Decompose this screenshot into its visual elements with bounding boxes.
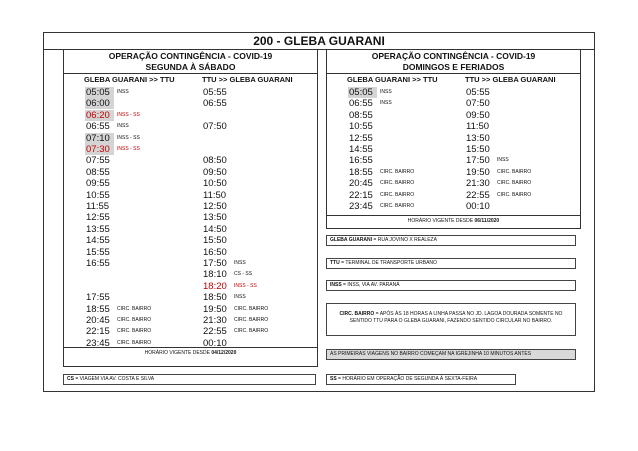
weekday-col2-time: 05:55	[203, 87, 227, 99]
route-title: 200 - GLEBA GUARANI	[253, 34, 385, 48]
weekday-col2-note: CIRC. BAIRRO	[234, 317, 269, 323]
weekday-col2-time: 18:10	[203, 269, 227, 281]
note-cs	[63, 374, 316, 385]
holiday-col1-time: 05:05	[348, 87, 377, 98]
weekday-col1-row	[85, 304, 151, 315]
holiday-col2-header: TTU >> GLEBA GUARANI	[465, 75, 556, 84]
note-cs-text: = VIAGEM VIA AV. COSTA E SILVA	[73, 376, 155, 382]
weekday-col2-time: 13:50	[203, 212, 227, 224]
holiday-col2-time: 00:10	[466, 201, 490, 213]
weekday-heading: OPERAÇÃO CONTINGÊNCIA - COVID-19	[108, 51, 273, 61]
weekday-col1-time: 07:10	[85, 133, 114, 144]
holiday-col1-row	[348, 178, 414, 189]
weekday-col2-time: 14:50	[203, 223, 227, 235]
weekday-col1-row	[85, 178, 117, 189]
holiday-col2-time: 19:50	[466, 166, 490, 178]
weekday-col1-note: INSS - SS	[117, 146, 140, 152]
weekday-col1-time: 09:55	[86, 178, 110, 190]
weekday-col1-note: CIRC. BAIRRO	[117, 317, 152, 323]
weekday-col1-row	[85, 121, 129, 132]
weekday-col1-time: 17:55	[86, 292, 110, 304]
holiday-col2-row	[465, 144, 497, 155]
weekday-col2-row	[202, 133, 234, 144]
holiday-col1-note: CIRC. BAIRRO	[380, 203, 415, 209]
note-ttu-text: = TERMINAL DE TRANSPORTE URBANO	[339, 260, 437, 266]
holiday-col1-row	[348, 121, 380, 132]
note-gleba	[326, 235, 576, 246]
holiday-col2-time: 09:50	[466, 109, 490, 121]
note-circ-bairro	[326, 303, 576, 336]
weekday-col2-header: TTU >> GLEBA GUARANI	[202, 75, 293, 84]
weekday-col1-time: 11:55	[86, 201, 110, 213]
note-inss-text: = INSS, VIA AV. PARANÁ	[341, 282, 400, 288]
weekday-col1-row	[85, 247, 117, 258]
weekday-col1-note: CIRC. BAIRRO	[117, 328, 152, 335]
weekday-col1-row	[85, 269, 117, 280]
weekday-col1-note: INSS - SS	[117, 111, 140, 118]
holiday-col2-row	[465, 167, 531, 178]
weekday-col2-row	[202, 110, 234, 121]
weekday-col2-time: 11:50	[203, 189, 227, 201]
weekday-col1-time: 22:15	[86, 326, 110, 338]
weekday-col1-row	[85, 87, 129, 98]
holiday-heading: OPERAÇÃO CONTINGÊNCIA - COVID-19	[371, 51, 536, 61]
weekday-col1-note: INSS	[117, 123, 129, 130]
weekday-col1-time: 06:55	[86, 121, 110, 133]
weekday-col2-row	[202, 155, 234, 166]
note-circ-text: = APÓS ÀS 18 HORAS A LINHA PASSA NO JD. LAGOA DOURADA SOMENTE NO SENTIDO TTU PARA O GLEBA GUARANI, FAZENDO SENTIDO CIRCULAR NO BAIRRO.	[349, 311, 563, 324]
weekday-col2-note: INSS	[234, 260, 246, 266]
weekday-col2-note: CIRC. BAIRRO	[234, 328, 269, 335]
weekday-col2-row	[202, 304, 268, 315]
holiday-footer	[327, 218, 580, 224]
holiday-col1-time: 23:45	[349, 201, 373, 213]
weekday-col1-row	[85, 212, 117, 223]
weekday-col2-time: 12:50	[203, 201, 227, 213]
note-ss-text: = HORÁRIO EM OPERAÇÃO DE SEGUNDA À SEXTA-FEIRA	[336, 376, 478, 382]
holiday-col1-note: INSS	[380, 100, 392, 107]
holiday-col2-row	[465, 98, 497, 109]
holiday-col2-time: 21:30	[466, 178, 490, 190]
note-circ-label: CIRC. BAIRRO	[339, 311, 375, 317]
note-inss	[326, 280, 576, 291]
weekday-col1-time: 18:55	[86, 303, 110, 315]
note-cs-label: CS	[67, 376, 74, 382]
holiday-col2-time: 17:50	[466, 155, 490, 167]
weekday-col1-header: GLEBA GUARANI >> TTU	[84, 75, 175, 84]
weekday-col2-time: 18:20	[203, 280, 227, 292]
holiday-col1-row	[348, 155, 380, 166]
holiday-col1-row	[348, 190, 414, 201]
note-ttu-label: TTU	[330, 260, 340, 266]
weekday-col2-row	[202, 212, 234, 223]
weekday-col1-time: 05:05	[85, 87, 114, 98]
weekday-col2-time: 07:50	[203, 121, 227, 133]
holiday-col1-time: 14:55	[349, 144, 373, 156]
weekday-col2-row	[202, 178, 234, 189]
weekday-col1-time: 12:55	[86, 212, 110, 224]
note-inss-label: INSS	[330, 282, 342, 288]
weekday-col1-row	[85, 201, 117, 212]
holiday-col2-note: CIRC. BAIRRO	[497, 168, 532, 175]
holiday-col1-note: INSS	[380, 89, 392, 95]
weekday-col1-time: 13:55	[86, 223, 110, 235]
weekday-col1-time: 07:30	[85, 144, 114, 155]
weekday-col2-time: 15:50	[203, 235, 227, 247]
weekday-col2-note: INSS - SS	[234, 282, 257, 289]
weekday-col1-row	[85, 155, 117, 166]
holiday-col1-time: 08:55	[349, 109, 373, 121]
note-first-trips: AS PRIMEIRAS VIAGENS NO BAIRRO COMEÇAM NA IGREJINHA 10 MINUTOS ANTES	[326, 349, 576, 360]
weekday-col2-row	[202, 247, 234, 258]
weekday-col2-row	[202, 201, 234, 212]
weekday-col2-row	[202, 167, 234, 178]
weekday-col2-row	[202, 281, 257, 292]
weekday-col1-note: CIRC. BAIRRO	[117, 305, 152, 312]
schedule-frame	[43, 32, 595, 392]
weekday-col1-row	[85, 258, 117, 269]
weekday-col2-row	[202, 326, 268, 337]
weekday-col2-note: INSS	[234, 294, 246, 301]
weekday-col2-time: 08:50	[203, 155, 227, 167]
holiday-col2-note: INSS	[497, 157, 509, 164]
weekday-col2-row	[202, 269, 252, 280]
weekday-col1-time: 06:20	[85, 110, 114, 121]
holiday-col1-time: 22:15	[349, 189, 373, 201]
weekday-col2-note: CIRC. BAIRRO	[234, 305, 269, 312]
weekday-footer	[64, 350, 317, 356]
weekday-col1-time: 23:45	[86, 337, 110, 349]
weekday-footer-label: HORÁRIO VIGENTE DESDE	[144, 350, 212, 356]
weekday-col2-row	[202, 190, 234, 201]
holiday-col1-row	[348, 201, 414, 212]
weekday-col1-time: 14:55	[86, 235, 110, 247]
holiday-col2-time: 22:55	[466, 189, 490, 201]
weekday-col1-row	[85, 98, 117, 109]
holiday-footer-date: 06/11/2020	[474, 218, 500, 224]
holiday-panel	[326, 49, 581, 229]
holiday-col2-row	[465, 178, 531, 189]
holiday-col2-row	[465, 121, 497, 132]
weekday-footer-date: 04/12/2020	[211, 350, 237, 356]
note-gleba-text: = RUA JOVINO X REALEZA	[372, 237, 437, 243]
note-ttu	[326, 258, 576, 269]
weekday-col1-row	[85, 326, 151, 337]
weekday-col1-time: 07:55	[86, 155, 110, 167]
holiday-col2-row	[465, 110, 497, 121]
weekday-col1-row	[85, 292, 117, 303]
holiday-col1-time: 20:45	[349, 178, 373, 190]
holiday-col1-time: 18:55	[349, 166, 373, 178]
holiday-col1-header: GLEBA GUARANI >> TTU	[347, 75, 438, 84]
weekday-col1-row	[85, 144, 140, 155]
weekday-subheading: SEGUNDA À SÁBADO	[145, 62, 236, 72]
weekday-col2-row	[202, 315, 268, 326]
note-ss-label: SS	[330, 376, 337, 382]
weekday-col1-row	[85, 281, 117, 292]
holiday-col2-row	[465, 201, 497, 212]
weekday-col2-time: 16:50	[203, 246, 227, 258]
holiday-col1-row	[348, 144, 380, 155]
holiday-col1-note: CIRC. BAIRRO	[380, 191, 415, 198]
weekday-col1-time: 10:55	[86, 189, 110, 201]
note-ss	[326, 374, 516, 385]
weekday-col1-row	[85, 110, 140, 121]
weekday-col2-row	[202, 144, 234, 155]
weekday-col2-time: 09:50	[203, 166, 227, 178]
holiday-col1-row	[348, 133, 380, 144]
weekday-col2-time: 19:50	[203, 303, 227, 315]
weekday-col2-time: 21:30	[203, 315, 227, 327]
holiday-col2-time: 05:55	[466, 87, 490, 99]
holiday-col2-note: CIRC. BAIRRO	[497, 180, 532, 187]
weekday-col2-row	[202, 258, 246, 269]
holiday-col2-row	[465, 190, 531, 201]
weekday-col1-time: 08:55	[86, 166, 110, 178]
weekday-col1-row	[85, 133, 140, 144]
holiday-col2-time: 15:50	[466, 144, 490, 156]
weekday-col2-row	[202, 235, 234, 246]
weekday-col2-time: 06:55	[203, 98, 227, 110]
holiday-col2-time: 11:50	[466, 121, 490, 133]
weekday-col2-row	[202, 292, 246, 303]
weekday-col2-time: 18:50	[203, 292, 227, 304]
holiday-col1-time: 12:55	[349, 132, 373, 144]
weekday-col1-row	[85, 190, 117, 201]
weekday-col2-row	[202, 87, 234, 98]
holiday-col1-row	[348, 167, 414, 178]
holiday-subheading: DOMINGOS E FERIADOS	[402, 62, 505, 72]
weekday-col2-time: 22:55	[203, 326, 227, 338]
holiday-col1-note: CIRC. BAIRRO	[380, 168, 415, 175]
weekday-col1-time: 06:00	[85, 98, 114, 109]
weekday-col1-note: INSS	[117, 89, 129, 95]
weekday-col1-row	[85, 315, 151, 326]
note-gleba-label: GLEBA GUARANI	[330, 237, 373, 243]
weekday-col2-time: 17:50	[203, 258, 227, 270]
weekday-col1-row	[85, 235, 117, 246]
weekday-col1-row	[85, 224, 117, 235]
holiday-col1-row	[348, 87, 392, 98]
weekday-col2-row	[202, 98, 234, 109]
holiday-col1-row	[348, 98, 392, 109]
holiday-col2-note: CIRC. BAIRRO	[497, 191, 532, 198]
holiday-col1-time: 16:55	[349, 155, 373, 167]
weekday-col2-row	[202, 224, 234, 235]
weekday-col1-time: 20:45	[86, 315, 110, 327]
holiday-col1-row	[348, 110, 380, 121]
weekday-col2-row	[202, 121, 234, 132]
holiday-col2-time: 13:50	[466, 132, 490, 144]
holiday-col1-note: CIRC. BAIRRO	[380, 180, 415, 187]
holiday-col2-row	[465, 87, 497, 98]
holiday-footer-label: HORÁRIO VIGENTE DESDE	[407, 218, 475, 224]
weekday-panel	[63, 49, 318, 367]
holiday-col2-row	[465, 155, 509, 166]
holiday-col1-time: 06:55	[349, 98, 373, 110]
weekday-col1-row	[85, 167, 117, 178]
weekday-col2-time: 10:50	[203, 178, 227, 190]
weekday-col2-note: CS - SS	[234, 271, 253, 278]
weekday-col1-note: INSS - SS	[117, 134, 140, 141]
holiday-col2-row	[465, 133, 497, 144]
weekday-col2-time: 00:10	[203, 337, 227, 349]
weekday-col1-time: 16:55	[86, 258, 110, 270]
holiday-col1-time: 10:55	[349, 121, 373, 133]
holiday-col2-time: 07:50	[466, 98, 490, 110]
weekday-col1-time: 15:55	[86, 246, 110, 258]
weekday-col1-note: CIRC. BAIRRO	[117, 339, 152, 346]
